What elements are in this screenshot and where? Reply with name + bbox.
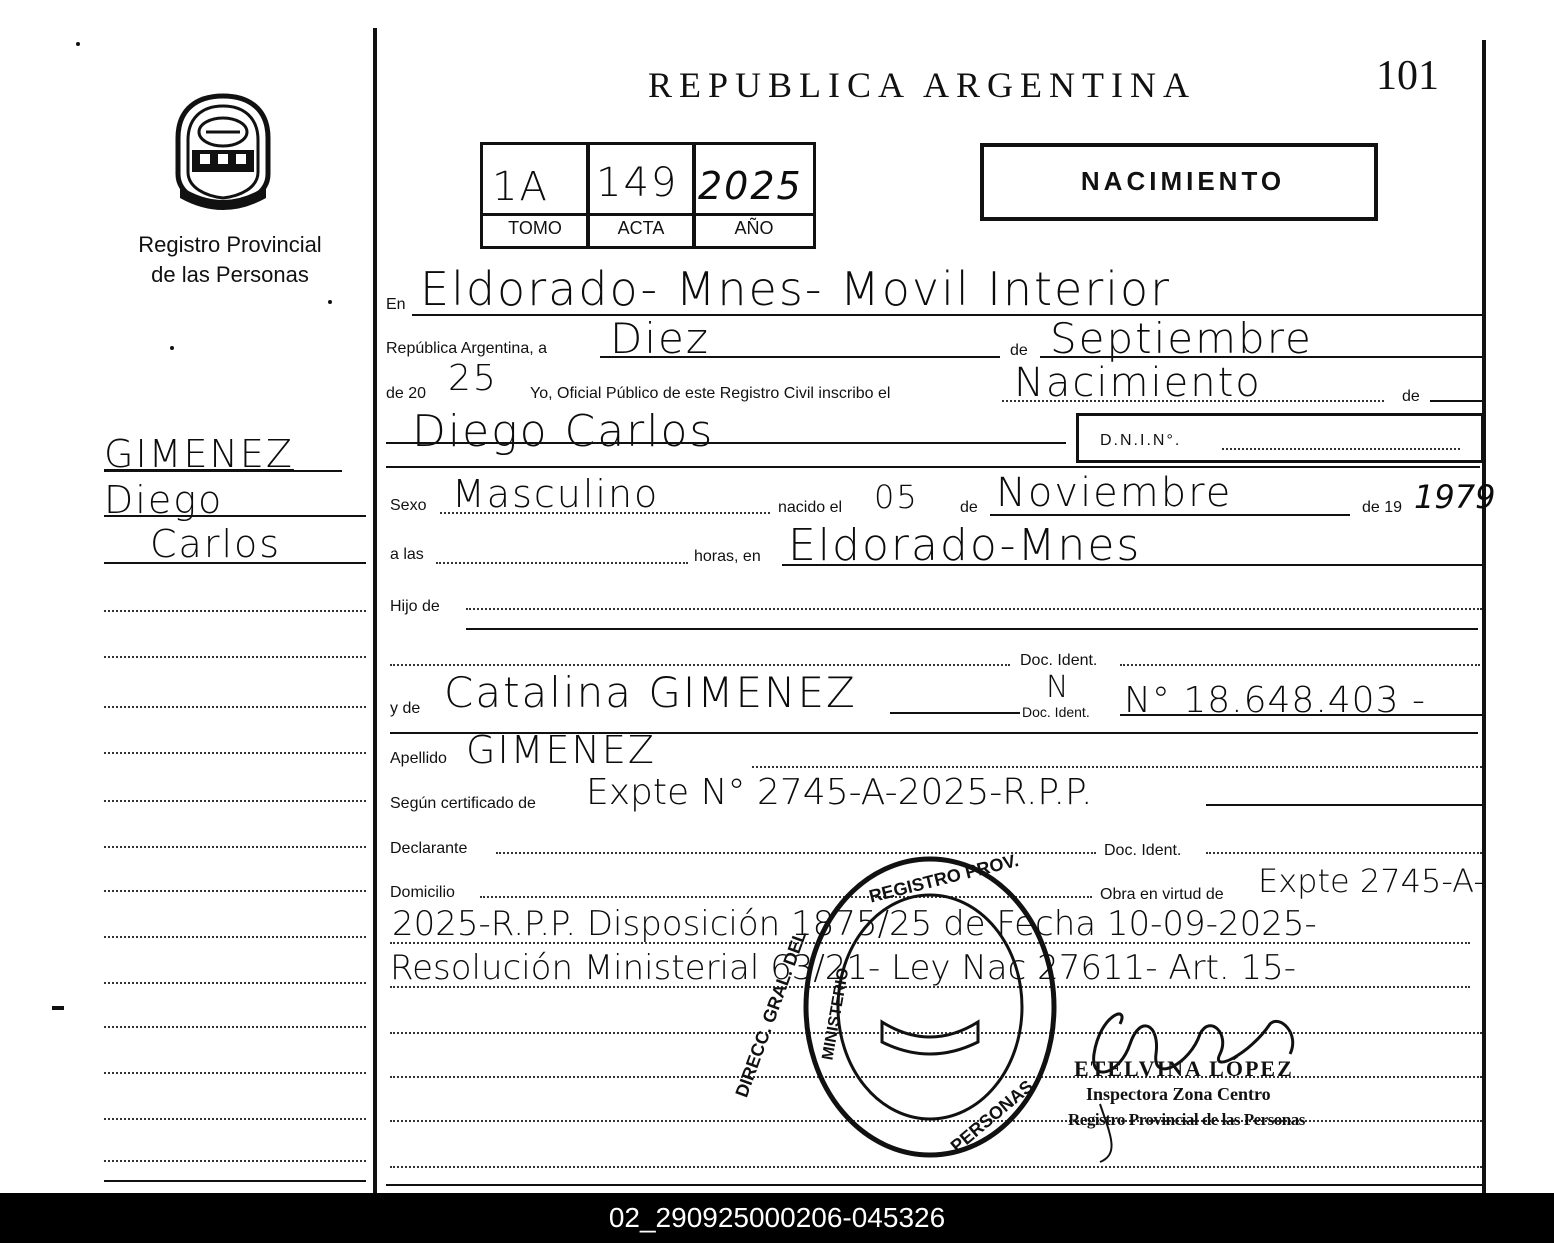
observation-line-1: 2025-R.P.P. Disposición 1875/25 de Fecha 10-09-2025- xyxy=(392,904,1317,944)
left-margin-border xyxy=(373,28,377,1193)
scan-speck xyxy=(328,300,332,304)
margin-line xyxy=(104,1180,366,1182)
seal-text-left: DIRECC. GRAL. DEL xyxy=(731,927,811,1100)
month-value: Septiembre xyxy=(1050,314,1313,363)
mother-name-line xyxy=(890,712,1020,714)
sexo-value: Masculino xyxy=(452,472,660,516)
margin-line xyxy=(104,936,366,938)
scan-speck xyxy=(76,42,80,46)
alas-label: a las xyxy=(390,546,424,563)
margin-line xyxy=(104,1026,366,1028)
tomo-label: TOMO xyxy=(508,218,562,238)
horas-label: horas, en xyxy=(694,548,761,565)
official-seal-icon xyxy=(731,850,1060,1162)
sexo-line xyxy=(440,512,770,514)
agency-name-line2: de las Personas xyxy=(151,262,309,287)
alas-line xyxy=(436,562,688,564)
margin-line xyxy=(104,515,366,517)
day-value: Diez xyxy=(610,314,710,363)
certificado-value: Expte N° 2745-A-2025-R.P.P. xyxy=(586,772,1093,813)
hijo-line-2 xyxy=(466,628,1478,630)
seal-text-bottom: PERSONAS xyxy=(946,1076,1037,1157)
margin-line xyxy=(104,1072,366,1074)
acta-label: ACTA xyxy=(617,218,665,238)
province-emblem-icon xyxy=(166,90,280,210)
dni-line xyxy=(1222,448,1460,450)
dni-label: D.N.I.N°. xyxy=(1100,432,1182,449)
republica-label: República Argentina, a xyxy=(386,340,547,357)
birth-month-line xyxy=(990,514,1350,516)
margin-line xyxy=(104,1118,366,1120)
decl-doc-line xyxy=(1206,852,1482,854)
acta-value: 149 xyxy=(596,160,679,206)
child-name-line xyxy=(386,442,1066,444)
certificado-line xyxy=(1206,804,1482,806)
birth-year-value: 1979 xyxy=(1414,478,1496,516)
right-border xyxy=(1482,40,1486,1193)
day-line xyxy=(600,356,1000,358)
mother-doc-line xyxy=(1120,714,1482,716)
margin-line xyxy=(104,562,366,564)
signer-name: ETELVINA LÓPEZ xyxy=(1074,1056,1294,1081)
act-type-label: NACIMIENTO xyxy=(1080,166,1286,196)
obs-rule-6 xyxy=(390,1166,1482,1168)
margin-line xyxy=(104,610,366,612)
birth-year-label: de 19 xyxy=(1362,499,1403,516)
year-suffix-value: 25 xyxy=(448,358,498,399)
birth-place-value: Eldorado-Mnes xyxy=(788,520,1142,571)
scan-speck xyxy=(170,346,174,350)
margin-line xyxy=(104,982,366,984)
de-label: de xyxy=(1010,342,1028,359)
birth-month-value: Noviembre xyxy=(996,470,1233,516)
month-line xyxy=(1040,356,1482,358)
margin-line xyxy=(104,890,366,892)
section-divider xyxy=(386,466,1480,468)
place-value: Eldorado- Mnes- Movil Interior xyxy=(420,262,1172,316)
place-line xyxy=(412,314,1482,316)
margin-surname: GIMENEZ xyxy=(104,432,294,476)
signer-org: Registro Provincial de las Personas xyxy=(1068,1110,1305,1129)
mother-doc-label: Doc. Ident. xyxy=(1022,704,1090,720)
child-name-value: Diego Carlos xyxy=(412,406,715,457)
birth-place-line xyxy=(782,564,1482,566)
margin-line xyxy=(104,1160,366,1162)
signer-title: Inspectora Zona Centro xyxy=(1086,1084,1271,1104)
agency-name-line1: Registro Provincial xyxy=(138,232,322,257)
yde-label: y de xyxy=(390,700,421,717)
segun-label: Según certificado de xyxy=(390,795,536,812)
domicilio-label: Domicilio xyxy=(390,884,455,901)
anio-value: 2025 xyxy=(698,164,803,208)
apellido-label: Apellido xyxy=(390,750,447,767)
margin-line xyxy=(104,752,366,754)
mother-doc-hand: N xyxy=(1046,670,1071,705)
obra-value: Expte 2745-A- xyxy=(1258,862,1485,900)
sexo-label: Sexo xyxy=(390,497,427,514)
margin-name1: Diego xyxy=(104,478,224,522)
margin-line xyxy=(104,846,366,848)
margin-line xyxy=(104,656,366,658)
image-code-bar xyxy=(0,1193,1554,1243)
father-doc-value-line xyxy=(1120,664,1480,666)
apellido-value: GIMENEZ xyxy=(466,728,656,772)
margin-line xyxy=(104,800,366,802)
margin-name2: Carlos xyxy=(150,522,282,566)
declarante-label: Declarante xyxy=(390,840,468,857)
margin-line xyxy=(106,470,342,472)
scan-speck xyxy=(52,1006,64,1010)
event-line xyxy=(1002,400,1384,402)
father-doc-line xyxy=(390,664,1010,666)
decl-doc-label: Doc. Ident. xyxy=(1104,842,1182,859)
obra-label: Obra en virtud de xyxy=(1100,886,1224,903)
hijo-label: Hijo de xyxy=(390,598,440,615)
hijo-line xyxy=(466,608,1482,610)
country-title: REPUBLICA ARGENTINA xyxy=(648,65,1197,105)
birth-day-value: 05 xyxy=(874,478,919,516)
bottom-rule xyxy=(386,1184,1482,1186)
seal-text-left2: MINISTERIO xyxy=(819,966,853,1062)
de-label2: de xyxy=(1402,388,1420,405)
nacido-label: nacido el xyxy=(778,499,843,516)
image-code: 02_290925000206-045326 xyxy=(608,1202,946,1233)
anio-label: AÑO xyxy=(734,218,774,238)
year-prefix-label: de 20 xyxy=(386,385,427,402)
page-number: 101 xyxy=(1376,53,1439,99)
event-line-end xyxy=(1430,400,1482,402)
en-label: En xyxy=(386,296,406,313)
margin-line xyxy=(104,706,366,708)
mother-name-value: Catalina GIMENEZ xyxy=(444,668,857,717)
seal-text-top: REGISTRO PROV. xyxy=(866,850,1021,907)
observation-line-2: Resolución Ministerial 63/21- Ley Nac 27611- Art. 15- xyxy=(390,948,1297,988)
tomo-value: 1A xyxy=(492,164,549,210)
event-value: Nacimiento xyxy=(1014,360,1262,406)
doc-ident-label: Doc. Ident. xyxy=(1020,652,1098,669)
mother-doc-value: N° 18.648.403 - xyxy=(1124,680,1426,721)
apellido-line xyxy=(752,766,1482,768)
birth-de-label: de xyxy=(960,499,978,516)
oficial-label: Yo, Oficial Público de este Registro Civil inscribo el xyxy=(530,385,891,402)
